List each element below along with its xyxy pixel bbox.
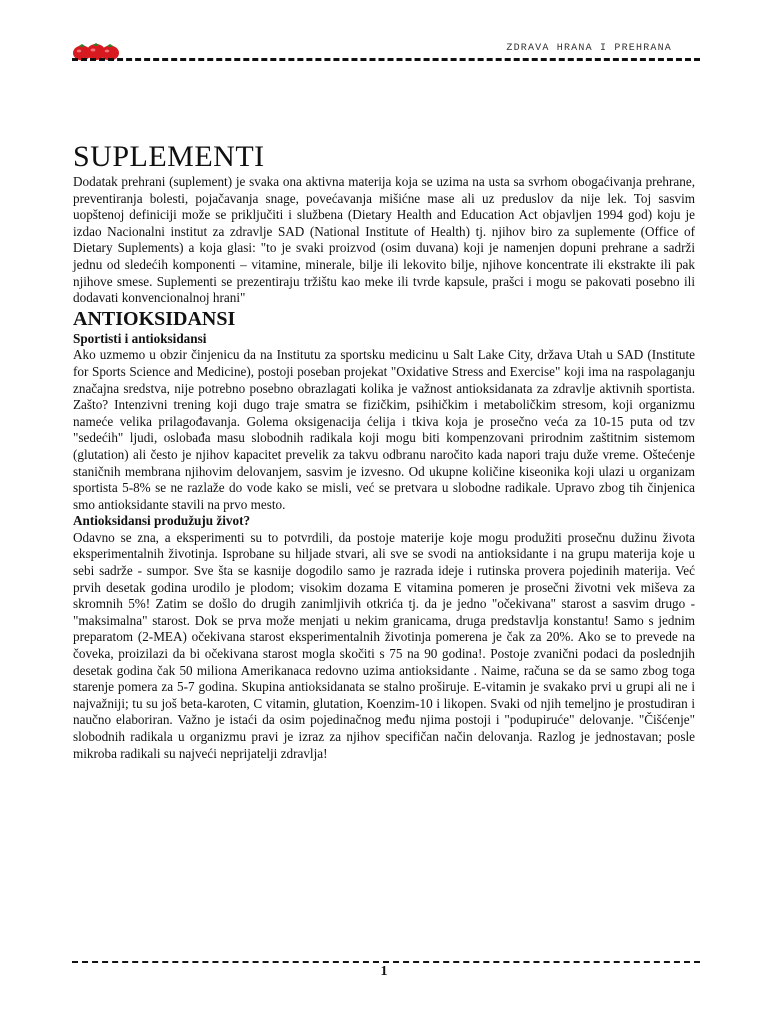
- produzuju-zivot-paragraph: Odavno se zna, a eksperimenti su to potvrdili, da postoje materije koje mogu produžiti prosečnu dužinu života eksperimentalnih životinja. Isprobane su hiljade stvari, ali sve se svodi na antioksidante i na grupu materija koje u sebi sadrže - sumpor. Sve šta se kasnije dogodilo samo je razrada ideje i rutinska provera pojedinih materija. Već prvih desetak godina urodilo je plodom; visokim dozama E vitamina pomeren je prosečni životni vek miševa za skromnih 5%! Zatim se došlo do drugih zanimljivih otkrića tj. da je jedno "očekivana" starost a sasvim drugo - "maksimalna" starost. Dok se prva može menjati u nekim granicama, druga predstavlja konstantu! Samo s jednim preparatom (2-MEA) očekivana starost eksperimentalnih životinja pomerena je čak za 20%. Ako se to prevede na čoveka, proizilazi da bi očekivana starost mogla skočiti s 75 na 90 godina!. Postoje zvanični podaci da poslednjih desetak godina čak 50 miliona Amerikanaca redovno uzima antioksidante . Naime, računa se da se samo zbog toga starenje pomera za 5-7 godina. Skupina antioksidanata se stalno proširuje. E-vitamin je svakako prvi u grupi ali ne i najvažniji; tu su još beta-karoten, C vitamin, glutation, Koenzim-10 i likopen. Svaki od njih temeljno je prostudiran i naučno elaboriran. Važno je istaći da osim pojedinačnog među njima postoji i "podupiruće" delovanje. "Čišćenje" slobodnih radikala u organizmu pravi je izraz za njihov specifičan način delovanja. Razlog je jednostavan; posle mikroba radikali su najveći neprijatelji zdravlja!: [73, 529, 695, 761]
- section-title-antioksidansi: ANTIOKSIDANSI: [73, 307, 236, 330]
- running-header-title: ZDRAVA HRANA I PREHRANA: [506, 43, 672, 54]
- header-divider: [72, 58, 700, 61]
- page-content: [73, 140, 695, 762]
- subsection-title-produzuju-zivot: Antioksidansi produžuju život?: [73, 513, 251, 529]
- sportisti-paragraph: Ako uzmemo u obzir činjenicu da na Institutu za sportsku medicinu u Salt Lake City, država Utah u SAD (Institute for Sports Science and Medicine), postoji poseban projekat "Oxidative Stress and Exercise" koji ima na raspolaganju značajna sredstva, nije potrebno posebno obrazlagati kolika je važnost antioksidanata za zdravlje aktivnih sportista. Zašto? Intenzivni trening koji dugo traje smatra se fizičkim, psihičkim i metaboličkim stresom, koji organizmu nameće velika prilagođavanja. Golema oksigenacija ćelija i tkiva koja je prosečno veća za 10-15 puta od tzv "sedećih" ljudi, oslobađa masu slobodnih radikala koji mogu biti kompenzovani prirodnim zaštitnim sistemom (glutation) ali često je njihov kapacitet prevelik za takvu odbranu naročito kada napori traju duže vreme. Oštećenje staničnih membrana njihovim delovanjem, sasvim je izvesno. Od ukupne količine kiseonika koji ulazi u organizam sportista 5-8% se ne razlaže do vode kako se misli, već se pretvara u slobodne radikale. Upravo zbog tih činjenica smo antioksidante stavili na prvo mesto.: [73, 347, 695, 512]
- page-number: 1: [380, 964, 388, 979]
- page-header: [72, 38, 700, 66]
- section-title-suplementi: SUPLEMENTI: [73, 140, 265, 173]
- suplementi-paragraph: Dodatak prehrani (suplement) je svaka ona aktivna materija koja se uzima na usta sa svrhom obogaćivanja prehrane, preventiranja bolesti, pojačavanja snage, povećavanja mišićne mase ali uz preduslov da nije lek. Toj sasvim uopštenoj definiciji može se priključiti i službena (Dietary Health and Education Act objavljen 1994 god) koju je izdao Nacionalni institut za zdravlje SAD (National Institute of Health) tj. njihov biro za suplemente (Office of Dietary Suplements) a koja glasi: "to je svaki proizvod (osim duvana) koji je namenjen dopuni prehrane a sadrži jednu od sledećih komponenti – vitamine, minerale, bilje ili lekovito bilje, njihove koncentrate ili ekstrakte ili pak njihove smese. Suplementi se prezentiraju tržištu kao meke ili tvrde kapsule, prašci i mogu se pakovati posebno ili dodavati konvencionalnoj hrani": [73, 174, 695, 306]
- subsection-title-sportisti: Sportisti i antioksidansi: [73, 330, 207, 346]
- footer-divider: [72, 961, 700, 963]
